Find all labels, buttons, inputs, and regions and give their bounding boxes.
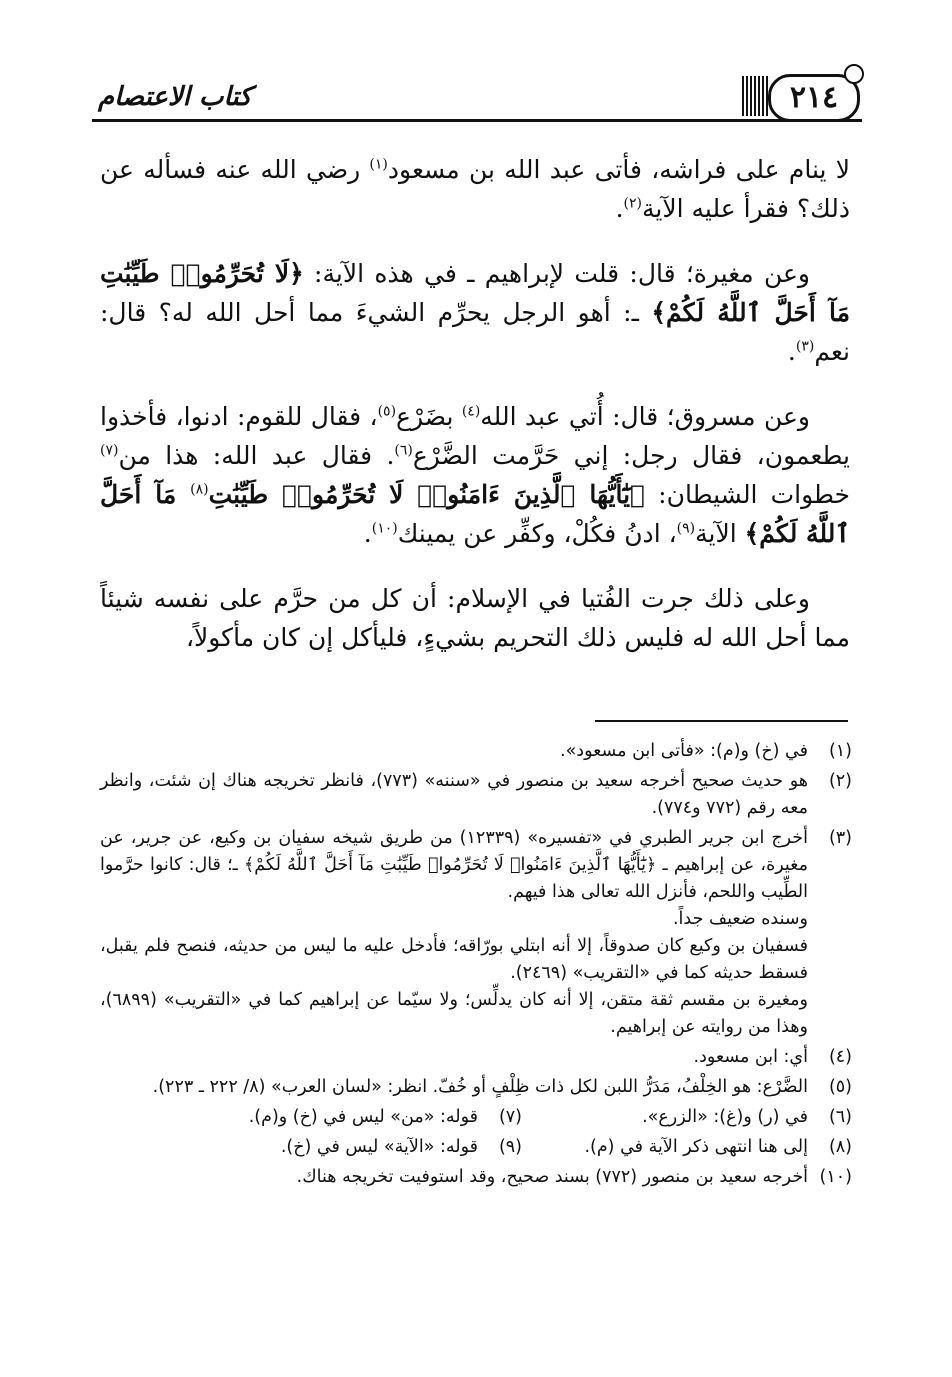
- footnote-text: إلى هنا انتهى ذكر الآية في (م).: [584, 1137, 808, 1157]
- footnote: [100, 1164, 852, 1191]
- footnote-text: [100, 1044, 808, 1071]
- footnote-number: (١): [828, 741, 852, 761]
- footnote: [100, 825, 852, 1041]
- footnote-ref: (٣): [795, 338, 815, 355]
- footnote-text: قوله: «الآية» ليس في (خ).: [280, 1137, 478, 1157]
- footnote-number: (١٠): [819, 1167, 852, 1187]
- ornament-ring-icon: [844, 64, 864, 84]
- text-run: وعن مسروق؛ قال: أُتي عبد الله: [480, 402, 810, 431]
- footnote-line: أي: ابن مسعود.: [693, 1047, 808, 1067]
- footnote-text: [100, 768, 808, 822]
- footnote-text: [100, 738, 808, 765]
- footnote-number: (٥): [828, 1077, 852, 1097]
- footnote-pair: [100, 1104, 852, 1131]
- footnote-text: في (ر) و(غ): «الزرع».: [642, 1107, 808, 1127]
- text-run: ، ادنُ فكُلْ، وكفِّر عن يمينك: [397, 519, 677, 548]
- text-run: لا ينام على فراشه، فأتى عبد الله بن مسعود: [387, 155, 850, 184]
- footnote-pair: [100, 1134, 852, 1161]
- header-rule: [92, 119, 862, 122]
- quran-quote: ﴿يَٰٓأَيُّهَا ٱلَّذِينَ ءَامَنُوا۟ لَا تُحَرِّمُوا۟ طَيِّبَٰتِ: [208, 480, 646, 509]
- paragraph: [100, 254, 850, 371]
- footnote: [522, 1134, 852, 1161]
- footnote-line: ومغيرة بن مقسم ثقة متقن، إلا أنه كان يدلِّس؛ ولا سيّما عن إبراهيم كما في «التقريب» (٦٨٩٩)، وهذا من روايته عن إبراهيم.: [100, 990, 808, 1037]
- footnote-ref: (١): [369, 156, 388, 173]
- footnote-number: (٣): [828, 828, 852, 848]
- footnote-line: هو حديث صحيح أخرجه سعيد بن منصور في «سننه» (٧٧٣)، فانظر تخريجه هناك إن شئت، وانظر معه رقم (٧٧٢ و٧٧٤).: [100, 771, 808, 818]
- footnote-line: فسفيان بن وكيع كان صدوقاً، إلا أنه ابتلي بورّاقه؛ فأدخل عليه ما ليس من حديثه، فنصح فلم يقبل، فسقط حديثه كما في «التقريب» (٢٤٦٩).: [100, 936, 808, 983]
- footnote: [100, 1074, 852, 1101]
- text-run: وعن مغيرة؛ قال: قلت لإبراهيم ـ في هذه الآية:: [303, 259, 810, 288]
- footnote-separator: [595, 720, 848, 722]
- text-run: .: [615, 194, 624, 223]
- text-run: .: [363, 519, 372, 548]
- footnote: [522, 1104, 852, 1131]
- footnote: [192, 1134, 522, 1161]
- book-title: كتاب الاعتصام: [98, 82, 252, 112]
- footnote-ref: (٤): [461, 403, 481, 420]
- footnote-line: أخرج ابن جرير الطبري في «تفسيره» (١٢٣٣٩) من طريق شيخه سفيان بن وكيع، عن جرير، عن مغيرة، عن إبراهيم ـ ﴿يَٰٓأَيُّهَا ٱلَّذِينَ ءَامَنُوا۟ لَا تُحَرِّمُوا۟ طَيِّبَٰتِ مَآ أَحَلَّ ٱللَّهُ لَكُمْ﴾ ـ؛ قال: كانوا حرَّموا الطِّيب واللحم، فأنزل الله تعالى هذا فيهم.: [100, 828, 808, 902]
- footnote-ref: (٧): [100, 442, 119, 459]
- footnote-ref: (٩): [676, 520, 696, 537]
- footnote-line: وسنده ضعيف جداً.: [672, 909, 808, 929]
- header-ornament: [742, 76, 768, 116]
- footnote-text: أخرجه سعيد بن منصور (٧٧٢) بسند صحيح، وقد استوفيت تخريجه هناك.: [296, 1167, 808, 1187]
- page-header: [92, 70, 862, 122]
- text-run: رضي الله عنه فسأله عن ذلك؟ فقرأ عليه الآية: [100, 155, 850, 223]
- quran-quote: مَآ أَحَلَّ ٱللَّهُ لَكُمْ﴾: [100, 480, 850, 548]
- footnote-number: (٩): [498, 1137, 522, 1157]
- footnote-line: الضَّرْع: هو الخِلْفُ، مَدَرُّ اللبن لكل ذات ظِلْفٍ أو خُفّ. انظر: «لسان العرب» (٨/ ٢٢٢ ـ ٢٢٣).: [152, 1077, 808, 1097]
- text-run: بضَرْع: [396, 402, 462, 431]
- text-run: وعلى ذلك جرت الفُتيا في الإسلام: أن كل من حرَّم على نفسه شيئاً مما أحل الله له فليس ذلك التحريم بشيءٍ، فليأكل إن كان مأكولاً،: [100, 584, 850, 652]
- text-run: الآية: [695, 519, 745, 548]
- footnote-ref: (٦): [394, 442, 413, 459]
- footnote-text: [100, 825, 808, 1041]
- footnotes: [100, 738, 852, 1194]
- footnote-ref: (٥): [377, 403, 397, 420]
- footnote-number: (٢): [828, 771, 852, 791]
- footnote-text: قوله: «من» ليس في (خ) و(م).: [248, 1107, 478, 1127]
- footnote-number: (٨): [828, 1137, 852, 1157]
- text-run: ، فقال للقوم: ادنوا، فأخذوا يطعمون، فقال رجل: إني حَرَّمت الضَّرْع: [100, 402, 850, 470]
- footnote-text: [100, 1074, 808, 1101]
- footnote-number: (٧): [498, 1107, 522, 1127]
- text-run: .: [787, 337, 796, 366]
- footnote: [100, 1044, 852, 1071]
- footnote: [100, 768, 852, 822]
- footnote-ref: (١٠): [371, 520, 398, 537]
- footnote: [100, 738, 852, 765]
- footnote-ref: (٨): [190, 481, 209, 498]
- footnote-number: (٦): [828, 1107, 852, 1127]
- text-run: . فقال عبد الله: هذا من: [118, 441, 395, 470]
- text-run: خطوات الشيطان:: [645, 480, 850, 509]
- text-run: ـ: أهو الرجل يحرِّم الشيءَ مما أحل الله له؟ قال: نعم: [100, 298, 850, 366]
- page-number: ٢١٤: [768, 74, 860, 122]
- footnote-number: (٤): [828, 1047, 852, 1067]
- footnote-line: في (خ) و(م): «فأتى ابن مسعود».: [560, 741, 808, 761]
- footnote: [192, 1104, 522, 1131]
- paragraph: [100, 397, 850, 553]
- main-text: [100, 150, 850, 683]
- quran-quote: ﴿لَا تُحَرِّمُوا۟ طَيِّبَٰتِ مَآ أَحَلَّ ٱللَّهُ لَكُمْ﴾: [100, 259, 851, 327]
- footnote-ref: (٢): [623, 195, 643, 212]
- paragraph: [100, 150, 850, 228]
- paragraph: [100, 579, 850, 657]
